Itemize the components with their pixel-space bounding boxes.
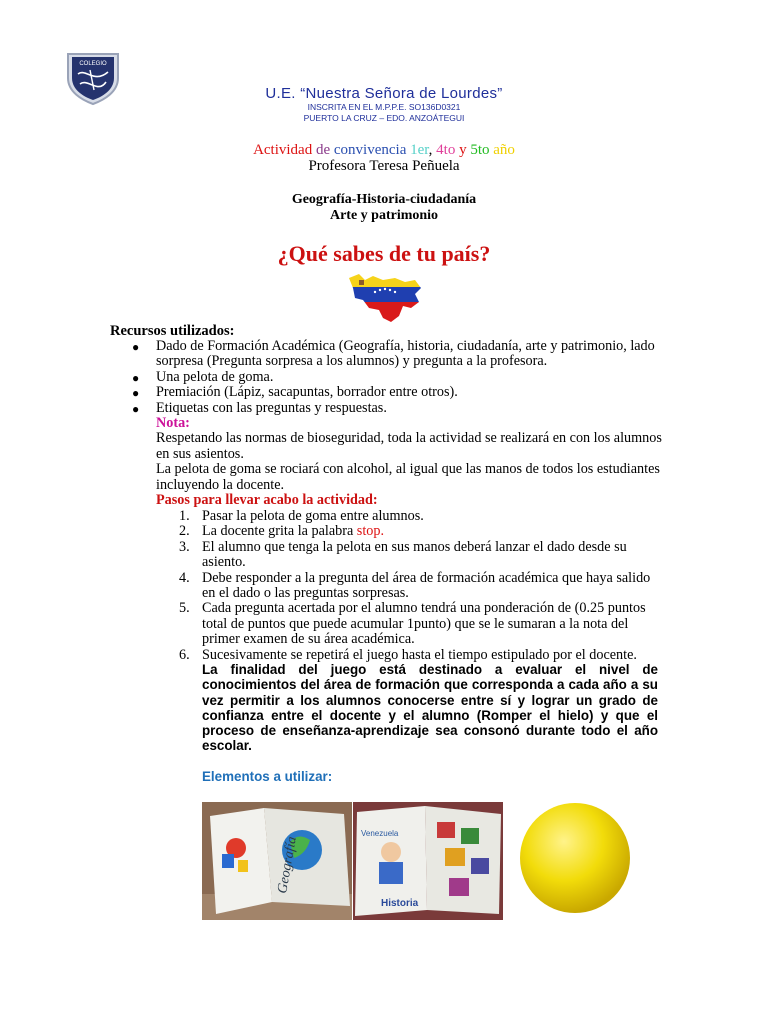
steps-heading: Pasos para llevar acabo la actividad:: [156, 492, 378, 509]
activity-title: [0, 141, 768, 159]
dice-photo-2: [353, 802, 503, 920]
list-item: 5. Cada pregunta acertada por el alumno tendrá una ponderación de (0.25 puntos total de puntos que puede acumular 1punto) que se le sumaran a la nota del primer examen de su área académica.: [179, 600, 646, 648]
list-item: 3. El alumno que tenga la pelota en sus manos deberá lanzar el dado desde su asiento.: [179, 538, 627, 571]
list-item: ● Etiquetas con las preguntas y respuestas.: [132, 399, 387, 416]
activity-word-9: año: [493, 142, 515, 158]
subjects-line-2: Arte y patrimonio: [329, 208, 439, 223]
elements-heading: Elementos a utilizar:: [202, 769, 333, 784]
dice-label-2: Venezuela: [361, 829, 399, 838]
school-name: U.E. “Nuestra Señora de Lourdes”: [265, 85, 503, 102]
activity-word-6: 4to: [436, 142, 456, 158]
bullet-icon: ●: [132, 340, 140, 354]
resources-heading: Recursos utilizados:: [110, 323, 235, 339]
activity-word-1: Actividad: [253, 142, 313, 158]
bullet-icon: ●: [132, 401, 140, 416]
bullet-icon: ●: [132, 370, 140, 385]
list-item: 1. Pasar la pelota de goma entre alumnos.: [179, 508, 424, 524]
list-item: 4. Debe responder a la pregunta del área de formación académica que haya salido en el dado o las preguntas sorpresas.: [179, 569, 651, 602]
location-text: PUERTO LA CRUZ – EDO. ANZOÁTEGUI: [303, 113, 465, 123]
note-text-1: Respetando las normas de bioseguridad, toda la actividad se realizará en con los alumnos en sus asientos.: [156, 430, 662, 462]
list-item: 2. La docente grita la palabra stop.: [179, 523, 384, 540]
note-block: [156, 416, 666, 508]
logo-text: COLEGIO: [79, 61, 107, 67]
registration-text: INSCRITA EN EL M.P.P.E. SO136D0321: [307, 102, 461, 112]
venezuela-flag-map-icon: [345, 268, 423, 324]
list-item: ● Dado de Formación Académica (Geografía, historia, ciudadanía, arte y patrimonio, lado sorpresa (Pregunta sorpresa a los alumnos) y pregunta a la profesora.: [132, 338, 655, 370]
activity-comma: ,: [428, 142, 433, 158]
dice-label-1: Geografía: [275, 835, 300, 895]
activity-word-2: de: [315, 142, 331, 158]
activity-word-4: 1er: [410, 142, 429, 158]
note-text-2: La pelota de goma se rociará con alcohol, al igual que las manos de todos los estudiantes incluyendo la docente.: [156, 461, 660, 493]
activity-word-3: convivencia: [333, 142, 407, 158]
list-item: ● Una pelota de goma.: [132, 368, 274, 385]
stop-word: stop.: [356, 523, 384, 540]
final-paragraph: La finalidad del juego está destinado a evaluar el nivel de conocimientos del área de formación que corresponda a cada año a su vez permitir a los alumnos conocerse entre sí y lograr un grado de confianza entre el docente y el alumno (Romper el hielo) y que el proceso de enseñanza-aprendizaje sea consonó durante todo el año escolar.: [202, 662, 658, 754]
page-title: ¿Qué sabes de tu país?: [277, 241, 491, 266]
bullet-icon: ●: [132, 386, 140, 401]
steps-list: [176, 509, 666, 663]
note-label: Nota:: [156, 415, 190, 431]
resources-list: [128, 339, 668, 416]
dice-label-3: Historia: [381, 898, 419, 909]
teacher-name: Profesora Teresa Peñuela: [308, 158, 460, 174]
subjects-line-1: Geografía-Historia-ciudadanía: [291, 192, 477, 207]
list-item: ● Premiación (Lápiz, sacapuntas, borrador entre otros).: [132, 384, 458, 401]
activity-word-8: 5to: [470, 142, 490, 158]
activity-word-7: y: [459, 142, 467, 158]
rubber-ball-photo: [515, 800, 637, 918]
dice-photo-1: [202, 802, 352, 920]
list-item: 6. Sucesivamente se repetirá el juego hasta el tiempo estipulado por el docente.: [179, 646, 637, 663]
